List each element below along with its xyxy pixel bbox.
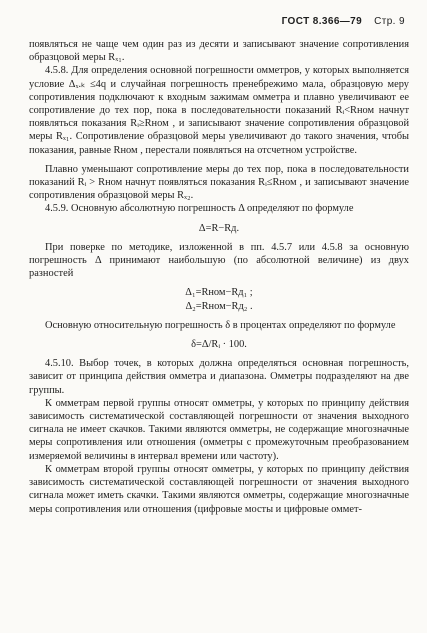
paragraph: При поверке по методике, изложенной в пп. 4.5.7 или 4.5.8 за основную погрешность Δ принимают наибольшую (по абсолютной величине) из двух разностей <box>29 241 409 280</box>
paragraph: К омметрам первой группы относят омметры, у которых по принципу действия зависимость систематической составляющей погрешности от значения выходного сигнала не имеет скачков. Такими являются омметры, не содержащие многозначные меры сопротивления или отношения (омметры с промежуточным преобразованием измеряемой величины в интервал времени или частоту). <box>29 397 409 462</box>
formula: Δ₁=Rном−Rд₁ ; <box>185 287 253 299</box>
document-body <box>29 38 409 516</box>
page-number: Стр. 9 <box>374 16 405 27</box>
formula: Δ=R−Rд. <box>198 222 240 234</box>
formula: δ=Δ/Rᵢ · 100. <box>191 339 247 351</box>
paragraph: Основную относительную погрешность δ в процентах определяют по формуле <box>45 319 396 331</box>
standard-number: ГОСТ 8.366—79 <box>281 16 363 27</box>
paragraph: Плавно уменьшают сопротивление меры до тех пор, пока в последовательности показаний Rᵢ > Rном начнут появляться показания Rᵢ≤Rном , и записывают значение сопротивления образцовой меры Rₓ₂. <box>29 163 409 202</box>
formula: Δ₂=Rном−Rд₂ . <box>185 300 253 312</box>
paragraph: появляться не чаще чем один раз из десяти и записывают значение сопротивления образцовой меры Rₓ₁. <box>29 39 409 64</box>
paragraph: 4.5.10. Выбор точек, в которых должна определяться основная погрешность, зависит от принципа действия омметра и диапазона. Омметры подразделяют на две группы. <box>29 358 409 396</box>
paragraph: К омметрам второй группы относят омметры, у которых по принципу действия зависимость систематической составляющей погрешности от значения выходного сигнала может иметь скачки. Такими являются омметры, содержащие многозначные меры сопротивления или отношения (цифровые мосты и цифровые оммет- <box>29 463 409 515</box>
page-header <box>282 16 405 27</box>
paragraph: 4.5.8. Для определения основной погрешности омметров, у которых выполняется условие Δₓ.ₖ ≤4q и случайная погрешность пренебрежимо мала, образцовую меру сопротивления подключают к входным зажимам омметра и плавно увеличивают ее сопротивление до тех пор, пока в последовательности показаний Rᵢ<Rном начнут появляться показания Rᵢ≥Rном , и записывают значение сопротивления образцовой меры Rₓ₁. Сопротивление образцовой меры увеличивают до такого значения, чтобы показания, равные Rном , перестали появляться на отсчетном устройстве. <box>29 65 409 156</box>
paragraph: 4.5.9. Основную абсолютную погрешность Δ определяют по формуле <box>45 203 354 215</box>
